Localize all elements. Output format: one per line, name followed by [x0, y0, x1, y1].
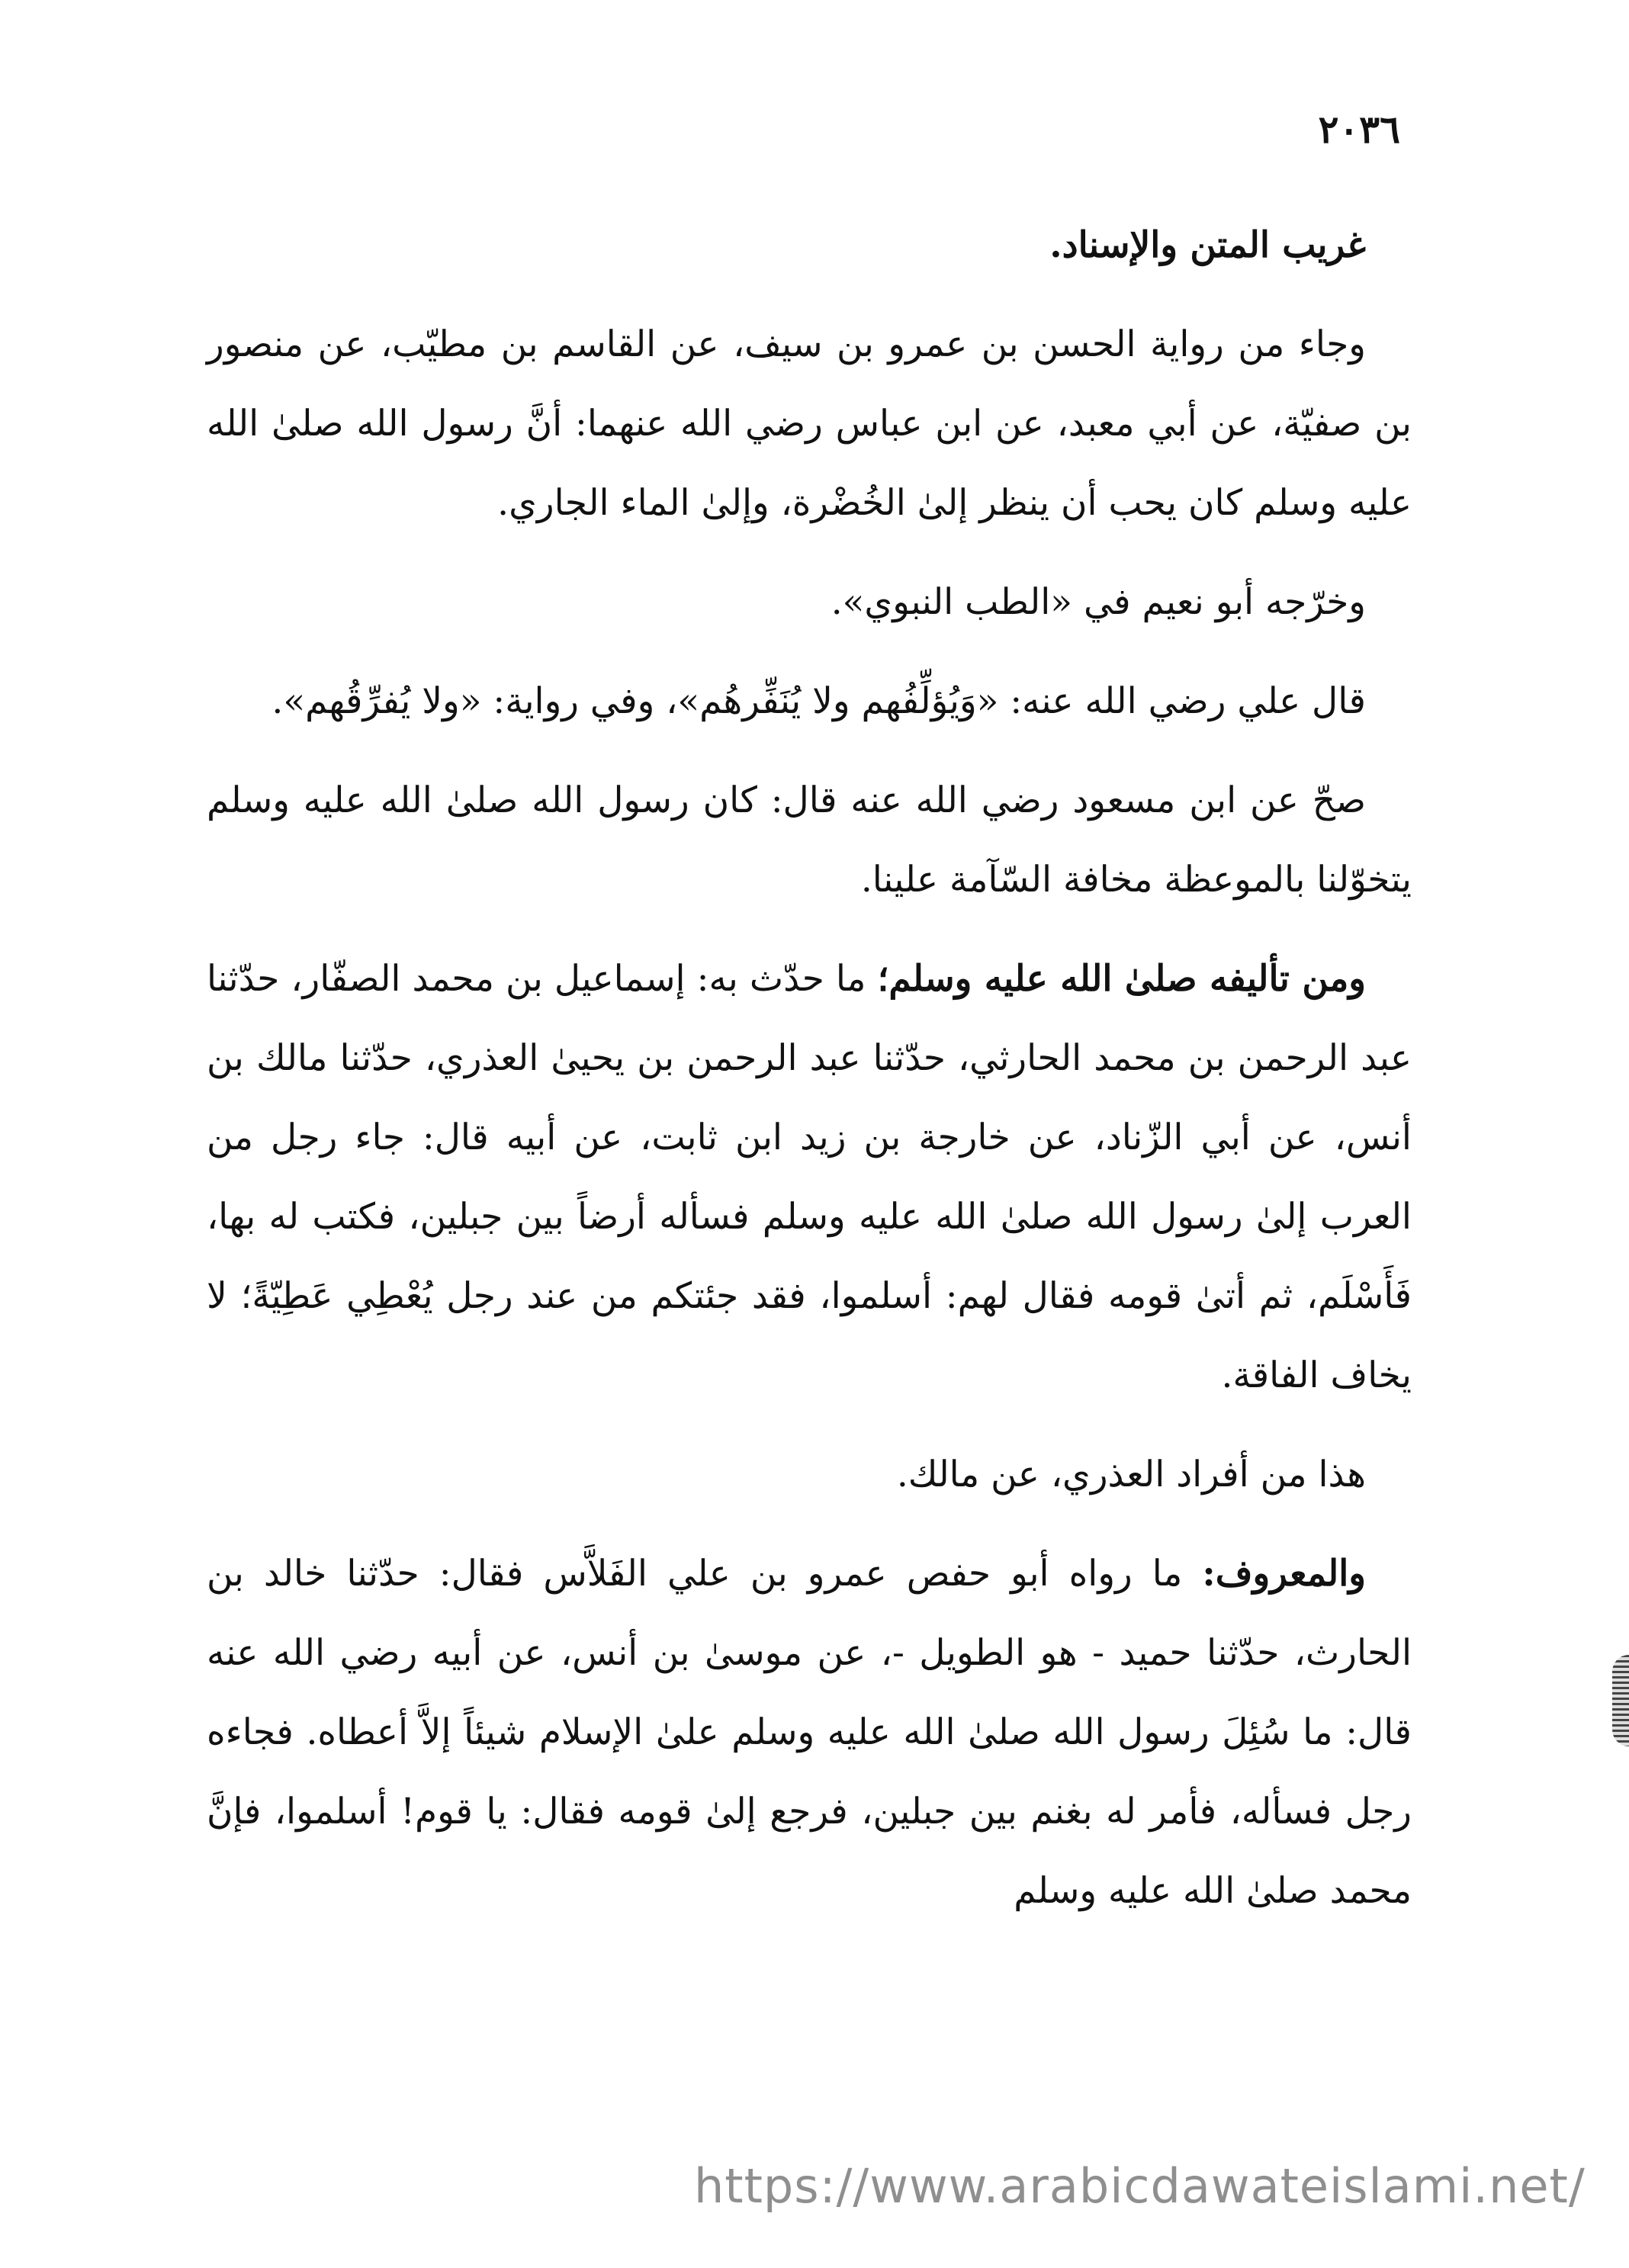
paragraph-text: وخرّجه أبو نعيم في «الطب النبوي». — [831, 581, 1366, 623]
paragraph-2 — [207, 563, 1412, 642]
page-number: ٢٠٣٦ — [1318, 107, 1400, 152]
paragraph-5 — [207, 940, 1412, 1415]
paragraph-1 — [207, 305, 1412, 543]
paragraph-lead: والمعروف: — [1202, 1553, 1366, 1595]
paragraph-text: قال علي رضي الله عنه: «وَيُؤلِّفُهم ولا يُنَفِّرهُم»، وفي رواية: «ولا يُفرِّقُهم». — [272, 680, 1366, 722]
paragraph-text: هذا من أفراد العذري، عن مالك. — [896, 1454, 1366, 1495]
paragraph-4 — [207, 761, 1412, 920]
watermark-url: https://www.arabicdawateislami.net/ — [694, 2158, 1586, 2214]
paragraph-text: وجاء من رواية الحسن بن عمرو بن سيف، عن القاسم بن مطيّب، عن منصور بن صفيّة، عن أبي معبد، عن ابن عباس رضي الله عنهما: أنَّ رسول الله صلىٰ الله عليه وسلم كان يحب أن ينظر إلىٰ الخُضْرة، وإلىٰ الماء الجاري. — [207, 323, 1412, 524]
paragraph-3 — [207, 662, 1412, 741]
page-body — [207, 206, 1412, 1951]
section-heading: غريب المتن والإسناد. — [1049, 224, 1366, 266]
paragraph-7 — [207, 1534, 1412, 1931]
paragraph-text: صحّ عن ابن مسعود رضي الله عنه قال: كان رسول الله صلىٰ الله عليه وسلم يتخوّلنا بالموعظة مخافة السّآمة علينا. — [207, 779, 1412, 901]
paragraph-text: ما حدّث به: إسماعيل بن محمد الصفّار، حدّثنا عبد الرحمن بن محمد الحارثي، حدّثنا عبد الرحمن بن يحيىٰ العذري، حدّثنا مالك بن أنس، عن أبي الزّناد، عن خارجة بن زيد ابن ثابت، عن أبيه قال: جاء رجل من العرب إلىٰ رسول الله صلىٰ الله عليه وسلم فسأله أرضاً بين جبلين، فكتب له بها، فَأَسْلَم، ثم أتىٰ قومه فقال لهم: أسلموا، فقد جئتكم من عند رجل يُعْطِي عَطِيّةً؛ لا يخاف الفاقة. — [207, 958, 1412, 1396]
paragraph-lead: ومن تأليفه صلىٰ الله عليه وسلم؛ — [877, 958, 1366, 1000]
paragraph-6 — [207, 1435, 1412, 1515]
scan-edge-mark — [1612, 1655, 1629, 1746]
paragraph-text: ما رواه أبو حفص عمرو بن علي الفَلاَّس فقال: حدّثنا خالد بن الحارث، حدّثنا حميد - هو الطويل -، عن موسىٰ بن أنس، عن أبيه رضي الله عنه قال: ما سُئِلَ رسول الله صلىٰ الله عليه وسلم علىٰ الإسلام شيئاً إلاَّ أعطاه. فجاءه رجل فسأله، فأمر له بغنم بين جبلين، فرجع إلىٰ قومه فقال: يا قوم! أسلموا، فإنَّ محمد صلىٰ الله عليه وسلم — [207, 1553, 1412, 1912]
